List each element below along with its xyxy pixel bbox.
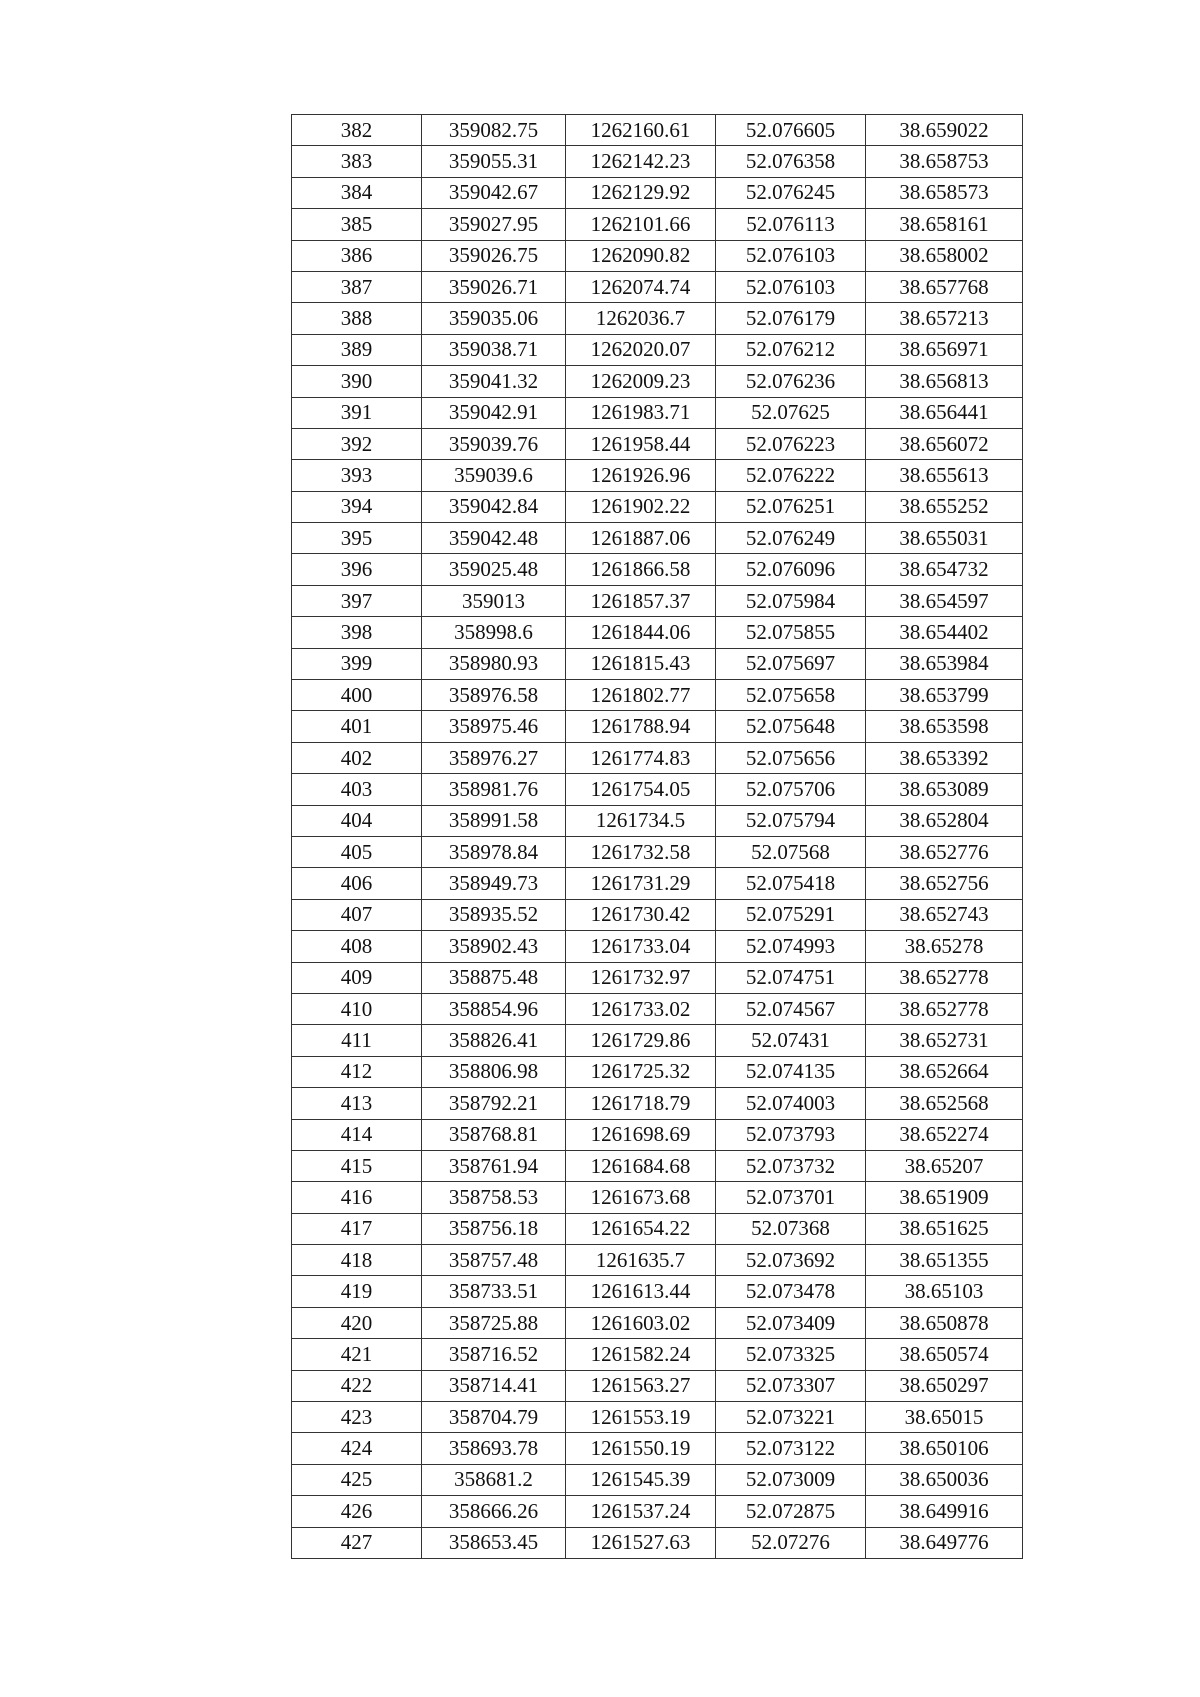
- y-coordinate-cell: 1261684.68: [566, 1150, 716, 1181]
- second-decimal-cell: 38.655252: [866, 491, 1023, 522]
- table-row: [292, 1402, 1023, 1433]
- x-coordinate-cell: 358976.27: [422, 742, 566, 773]
- point-number-cell: 412: [292, 1056, 422, 1087]
- x-coordinate-cell: 358681.2: [422, 1464, 566, 1495]
- point-number-cell: 384: [292, 177, 422, 208]
- point-number-cell: 415: [292, 1150, 422, 1181]
- x-coordinate-cell: 359082.75: [422, 115, 566, 146]
- second-decimal-cell: 38.650036: [866, 1464, 1023, 1495]
- y-coordinate-cell: 1261926.96: [566, 460, 716, 491]
- first-decimal-cell: 52.074993: [716, 931, 866, 962]
- x-coordinate-cell: 358998.6: [422, 617, 566, 648]
- first-decimal-cell: 52.074135: [716, 1056, 866, 1087]
- x-coordinate-cell: 358666.26: [422, 1496, 566, 1527]
- first-decimal-cell: 52.076096: [716, 554, 866, 585]
- x-coordinate-cell: 358875.48: [422, 962, 566, 993]
- first-decimal-cell: 52.075648: [716, 711, 866, 742]
- x-coordinate-cell: 359038.71: [422, 334, 566, 365]
- second-decimal-cell: 38.652778: [866, 993, 1023, 1024]
- point-number-cell: 383: [292, 146, 422, 177]
- second-decimal-cell: 38.657768: [866, 271, 1023, 302]
- point-number-cell: 407: [292, 899, 422, 930]
- table-row: [292, 1245, 1023, 1276]
- table-row: [292, 1370, 1023, 1401]
- table-row: [292, 1464, 1023, 1495]
- second-decimal-cell: 38.650878: [866, 1307, 1023, 1338]
- first-decimal-cell: 52.074567: [716, 993, 866, 1024]
- y-coordinate-cell: 1261550.19: [566, 1433, 716, 1464]
- second-decimal-cell: 38.649916: [866, 1496, 1023, 1527]
- point-number-cell: 387: [292, 271, 422, 302]
- first-decimal-cell: 52.075855: [716, 617, 866, 648]
- y-coordinate-cell: 1261582.24: [566, 1339, 716, 1370]
- x-coordinate-cell: 358980.93: [422, 648, 566, 679]
- table-row: [292, 836, 1023, 867]
- point-number-cell: 421: [292, 1339, 422, 1370]
- point-number-cell: 418: [292, 1245, 422, 1276]
- table-row: [292, 931, 1023, 962]
- y-coordinate-cell: 1262101.66: [566, 209, 716, 240]
- first-decimal-cell: 52.076113: [716, 209, 866, 240]
- y-coordinate-cell: 1261673.68: [566, 1182, 716, 1213]
- x-coordinate-cell: 358704.79: [422, 1402, 566, 1433]
- x-coordinate-cell: 358714.41: [422, 1370, 566, 1401]
- first-decimal-cell: 52.073793: [716, 1119, 866, 1150]
- first-decimal-cell: 52.076212: [716, 334, 866, 365]
- x-coordinate-cell: 358978.84: [422, 836, 566, 867]
- point-number-cell: 404: [292, 805, 422, 836]
- coordinates-table: [291, 114, 1023, 1559]
- y-coordinate-cell: 1261734.5: [566, 805, 716, 836]
- point-number-cell: 395: [292, 523, 422, 554]
- point-number-cell: 424: [292, 1433, 422, 1464]
- second-decimal-cell: 38.651909: [866, 1182, 1023, 1213]
- y-coordinate-cell: 1261902.22: [566, 491, 716, 522]
- x-coordinate-cell: 358935.52: [422, 899, 566, 930]
- table-row: [292, 1527, 1023, 1558]
- y-coordinate-cell: 1262009.23: [566, 366, 716, 397]
- y-coordinate-cell: 1261537.24: [566, 1496, 716, 1527]
- coordinates-table-body: [292, 115, 1023, 1559]
- table-row: [292, 491, 1023, 522]
- x-coordinate-cell: 358768.81: [422, 1119, 566, 1150]
- second-decimal-cell: 38.655613: [866, 460, 1023, 491]
- first-decimal-cell: 52.076245: [716, 177, 866, 208]
- table-row: [292, 742, 1023, 773]
- x-coordinate-cell: 358725.88: [422, 1307, 566, 1338]
- first-decimal-cell: 52.073307: [716, 1370, 866, 1401]
- table-row: [292, 805, 1023, 836]
- table-row: [292, 1213, 1023, 1244]
- point-number-cell: 406: [292, 868, 422, 899]
- table-row: [292, 899, 1023, 930]
- point-number-cell: 397: [292, 585, 422, 616]
- first-decimal-cell: 52.073701: [716, 1182, 866, 1213]
- table-row: [292, 1307, 1023, 1338]
- x-coordinate-cell: 359026.75: [422, 240, 566, 271]
- second-decimal-cell: 38.658753: [866, 146, 1023, 177]
- first-decimal-cell: 52.075656: [716, 742, 866, 773]
- table-row: [292, 115, 1023, 146]
- x-coordinate-cell: 359042.67: [422, 177, 566, 208]
- y-coordinate-cell: 1261527.63: [566, 1527, 716, 1558]
- x-coordinate-cell: 358976.58: [422, 680, 566, 711]
- second-decimal-cell: 38.653984: [866, 648, 1023, 679]
- y-coordinate-cell: 1261635.7: [566, 1245, 716, 1276]
- table-row: [292, 1339, 1023, 1370]
- table-row: [292, 240, 1023, 271]
- table-row: [292, 1433, 1023, 1464]
- first-decimal-cell: 52.07368: [716, 1213, 866, 1244]
- first-decimal-cell: 52.076236: [716, 366, 866, 397]
- table-row: [292, 1276, 1023, 1307]
- point-number-cell: 403: [292, 774, 422, 805]
- x-coordinate-cell: 359039.76: [422, 428, 566, 459]
- second-decimal-cell: 38.656813: [866, 366, 1023, 397]
- first-decimal-cell: 52.075794: [716, 805, 866, 836]
- table-row: [292, 1056, 1023, 1087]
- second-decimal-cell: 38.652274: [866, 1119, 1023, 1150]
- x-coordinate-cell: 359026.71: [422, 271, 566, 302]
- table-row: [292, 868, 1023, 899]
- point-number-cell: 417: [292, 1213, 422, 1244]
- second-decimal-cell: 38.652804: [866, 805, 1023, 836]
- y-coordinate-cell: 1261563.27: [566, 1370, 716, 1401]
- first-decimal-cell: 52.073325: [716, 1339, 866, 1370]
- second-decimal-cell: 38.649776: [866, 1527, 1023, 1558]
- table-row: [292, 366, 1023, 397]
- point-number-cell: 399: [292, 648, 422, 679]
- first-decimal-cell: 52.075291: [716, 899, 866, 930]
- first-decimal-cell: 52.073009: [716, 1464, 866, 1495]
- second-decimal-cell: 38.652756: [866, 868, 1023, 899]
- first-decimal-cell: 52.073221: [716, 1402, 866, 1433]
- y-coordinate-cell: 1261887.06: [566, 523, 716, 554]
- x-coordinate-cell: 359035.06: [422, 303, 566, 334]
- table-row: [292, 993, 1023, 1024]
- point-number-cell: 410: [292, 993, 422, 1024]
- first-decimal-cell: 52.073692: [716, 1245, 866, 1276]
- y-coordinate-cell: 1261729.86: [566, 1025, 716, 1056]
- second-decimal-cell: 38.65103: [866, 1276, 1023, 1307]
- x-coordinate-cell: 358716.52: [422, 1339, 566, 1370]
- first-decimal-cell: 52.072875: [716, 1496, 866, 1527]
- point-number-cell: 401: [292, 711, 422, 742]
- y-coordinate-cell: 1261733.02: [566, 993, 716, 1024]
- point-number-cell: 416: [292, 1182, 422, 1213]
- first-decimal-cell: 52.076222: [716, 460, 866, 491]
- x-coordinate-cell: 359039.6: [422, 460, 566, 491]
- point-number-cell: 411: [292, 1025, 422, 1056]
- first-decimal-cell: 52.073409: [716, 1307, 866, 1338]
- first-decimal-cell: 52.075658: [716, 680, 866, 711]
- y-coordinate-cell: 1261983.71: [566, 397, 716, 428]
- y-coordinate-cell: 1261732.97: [566, 962, 716, 993]
- table-row: [292, 711, 1023, 742]
- second-decimal-cell: 38.650106: [866, 1433, 1023, 1464]
- second-decimal-cell: 38.651625: [866, 1213, 1023, 1244]
- point-number-cell: 423: [292, 1402, 422, 1433]
- point-number-cell: 400: [292, 680, 422, 711]
- second-decimal-cell: 38.652731: [866, 1025, 1023, 1056]
- y-coordinate-cell: 1261774.83: [566, 742, 716, 773]
- table-row: [292, 428, 1023, 459]
- point-number-cell: 425: [292, 1464, 422, 1495]
- first-decimal-cell: 52.073732: [716, 1150, 866, 1181]
- second-decimal-cell: 38.654732: [866, 554, 1023, 585]
- y-coordinate-cell: 1262142.23: [566, 146, 716, 177]
- first-decimal-cell: 52.073478: [716, 1276, 866, 1307]
- y-coordinate-cell: 1261844.06: [566, 617, 716, 648]
- y-coordinate-cell: 1261718.79: [566, 1088, 716, 1119]
- table-row: [292, 334, 1023, 365]
- second-decimal-cell: 38.653392: [866, 742, 1023, 773]
- second-decimal-cell: 38.65278: [866, 931, 1023, 962]
- first-decimal-cell: 52.076179: [716, 303, 866, 334]
- first-decimal-cell: 52.076605: [716, 115, 866, 146]
- first-decimal-cell: 52.075418: [716, 868, 866, 899]
- y-coordinate-cell: 1261730.42: [566, 899, 716, 930]
- table-row: [292, 146, 1023, 177]
- point-number-cell: 413: [292, 1088, 422, 1119]
- x-coordinate-cell: 358792.21: [422, 1088, 566, 1119]
- x-coordinate-cell: 358902.43: [422, 931, 566, 962]
- x-coordinate-cell: 358975.46: [422, 711, 566, 742]
- second-decimal-cell: 38.658573: [866, 177, 1023, 208]
- y-coordinate-cell: 1262090.82: [566, 240, 716, 271]
- first-decimal-cell: 52.074003: [716, 1088, 866, 1119]
- second-decimal-cell: 38.656072: [866, 428, 1023, 459]
- table-row: [292, 1150, 1023, 1181]
- point-number-cell: 396: [292, 554, 422, 585]
- first-decimal-cell: 52.07431: [716, 1025, 866, 1056]
- table-row: [292, 1025, 1023, 1056]
- point-number-cell: 394: [292, 491, 422, 522]
- second-decimal-cell: 38.659022: [866, 115, 1023, 146]
- y-coordinate-cell: 1261732.58: [566, 836, 716, 867]
- first-decimal-cell: 52.07568: [716, 836, 866, 867]
- y-coordinate-cell: 1262074.74: [566, 271, 716, 302]
- y-coordinate-cell: 1262160.61: [566, 115, 716, 146]
- first-decimal-cell: 52.07276: [716, 1527, 866, 1558]
- x-coordinate-cell: 358653.45: [422, 1527, 566, 1558]
- table-row: [292, 209, 1023, 240]
- x-coordinate-cell: 359042.91: [422, 397, 566, 428]
- first-decimal-cell: 52.076358: [716, 146, 866, 177]
- point-number-cell: 427: [292, 1527, 422, 1558]
- second-decimal-cell: 38.655031: [866, 523, 1023, 554]
- first-decimal-cell: 52.076223: [716, 428, 866, 459]
- x-coordinate-cell: 358806.98: [422, 1056, 566, 1087]
- second-decimal-cell: 38.650297: [866, 1370, 1023, 1401]
- first-decimal-cell: 52.075697: [716, 648, 866, 679]
- y-coordinate-cell: 1261613.44: [566, 1276, 716, 1307]
- x-coordinate-cell: 359042.84: [422, 491, 566, 522]
- x-coordinate-cell: 358761.94: [422, 1150, 566, 1181]
- y-coordinate-cell: 1261698.69: [566, 1119, 716, 1150]
- y-coordinate-cell: 1261731.29: [566, 868, 716, 899]
- point-number-cell: 422: [292, 1370, 422, 1401]
- point-number-cell: 391: [292, 397, 422, 428]
- point-number-cell: 388: [292, 303, 422, 334]
- y-coordinate-cell: 1261754.05: [566, 774, 716, 805]
- y-coordinate-cell: 1261815.43: [566, 648, 716, 679]
- table-row: [292, 962, 1023, 993]
- table-row: [292, 585, 1023, 616]
- first-decimal-cell: 52.076249: [716, 523, 866, 554]
- x-coordinate-cell: 358826.41: [422, 1025, 566, 1056]
- y-coordinate-cell: 1262129.92: [566, 177, 716, 208]
- point-number-cell: 419: [292, 1276, 422, 1307]
- second-decimal-cell: 38.657213: [866, 303, 1023, 334]
- second-decimal-cell: 38.654597: [866, 585, 1023, 616]
- table-row: [292, 460, 1023, 491]
- point-number-cell: 414: [292, 1119, 422, 1150]
- x-coordinate-cell: 359013: [422, 585, 566, 616]
- first-decimal-cell: 52.076103: [716, 240, 866, 271]
- point-number-cell: 405: [292, 836, 422, 867]
- y-coordinate-cell: 1261802.77: [566, 680, 716, 711]
- y-coordinate-cell: 1261654.22: [566, 1213, 716, 1244]
- point-number-cell: 408: [292, 931, 422, 962]
- second-decimal-cell: 38.652778: [866, 962, 1023, 993]
- point-number-cell: 402: [292, 742, 422, 773]
- x-coordinate-cell: 359025.48: [422, 554, 566, 585]
- x-coordinate-cell: 358949.73: [422, 868, 566, 899]
- y-coordinate-cell: 1261603.02: [566, 1307, 716, 1338]
- y-coordinate-cell: 1261545.39: [566, 1464, 716, 1495]
- y-coordinate-cell: 1261725.32: [566, 1056, 716, 1087]
- second-decimal-cell: 38.652664: [866, 1056, 1023, 1087]
- table-row: [292, 648, 1023, 679]
- table-row: [292, 554, 1023, 585]
- table-row: [292, 177, 1023, 208]
- point-number-cell: 385: [292, 209, 422, 240]
- x-coordinate-cell: 358757.48: [422, 1245, 566, 1276]
- first-decimal-cell: 52.075984: [716, 585, 866, 616]
- second-decimal-cell: 38.653598: [866, 711, 1023, 742]
- first-decimal-cell: 52.075706: [716, 774, 866, 805]
- point-number-cell: 390: [292, 366, 422, 397]
- second-decimal-cell: 38.653089: [866, 774, 1023, 805]
- second-decimal-cell: 38.652743: [866, 899, 1023, 930]
- second-decimal-cell: 38.656971: [866, 334, 1023, 365]
- point-number-cell: 392: [292, 428, 422, 459]
- point-number-cell: 382: [292, 115, 422, 146]
- point-number-cell: 393: [292, 460, 422, 491]
- y-coordinate-cell: 1262020.07: [566, 334, 716, 365]
- table-row: [292, 1119, 1023, 1150]
- table-row: [292, 397, 1023, 428]
- first-decimal-cell: 52.073122: [716, 1433, 866, 1464]
- x-coordinate-cell: 359027.95: [422, 209, 566, 240]
- x-coordinate-cell: 358756.18: [422, 1213, 566, 1244]
- second-decimal-cell: 38.65015: [866, 1402, 1023, 1433]
- y-coordinate-cell: 1261733.04: [566, 931, 716, 962]
- y-coordinate-cell: 1261958.44: [566, 428, 716, 459]
- x-coordinate-cell: 359055.31: [422, 146, 566, 177]
- second-decimal-cell: 38.651355: [866, 1245, 1023, 1276]
- table-row: [292, 1088, 1023, 1119]
- y-coordinate-cell: 1261866.58: [566, 554, 716, 585]
- point-number-cell: 389: [292, 334, 422, 365]
- table-row: [292, 1182, 1023, 1213]
- x-coordinate-cell: 358854.96: [422, 993, 566, 1024]
- point-number-cell: 426: [292, 1496, 422, 1527]
- table-row: [292, 680, 1023, 711]
- x-coordinate-cell: 359041.32: [422, 366, 566, 397]
- second-decimal-cell: 38.652776: [866, 836, 1023, 867]
- x-coordinate-cell: 358733.51: [422, 1276, 566, 1307]
- x-coordinate-cell: 358981.76: [422, 774, 566, 805]
- y-coordinate-cell: 1261857.37: [566, 585, 716, 616]
- second-decimal-cell: 38.654402: [866, 617, 1023, 648]
- second-decimal-cell: 38.65207: [866, 1150, 1023, 1181]
- point-number-cell: 420: [292, 1307, 422, 1338]
- y-coordinate-cell: 1261788.94: [566, 711, 716, 742]
- point-number-cell: 386: [292, 240, 422, 271]
- x-coordinate-cell: 359042.48: [422, 523, 566, 554]
- x-coordinate-cell: 358991.58: [422, 805, 566, 836]
- second-decimal-cell: 38.653799: [866, 680, 1023, 711]
- second-decimal-cell: 38.656441: [866, 397, 1023, 428]
- x-coordinate-cell: 358693.78: [422, 1433, 566, 1464]
- first-decimal-cell: 52.074751: [716, 962, 866, 993]
- second-decimal-cell: 38.650574: [866, 1339, 1023, 1370]
- table-row: [292, 523, 1023, 554]
- table-row: [292, 617, 1023, 648]
- second-decimal-cell: 38.658161: [866, 209, 1023, 240]
- second-decimal-cell: 38.652568: [866, 1088, 1023, 1119]
- table-row: [292, 1496, 1023, 1527]
- table-row: [292, 774, 1023, 805]
- y-coordinate-cell: 1262036.7: [566, 303, 716, 334]
- first-decimal-cell: 52.076251: [716, 491, 866, 522]
- second-decimal-cell: 38.658002: [866, 240, 1023, 271]
- x-coordinate-cell: 358758.53: [422, 1182, 566, 1213]
- first-decimal-cell: 52.076103: [716, 271, 866, 302]
- point-number-cell: 398: [292, 617, 422, 648]
- point-number-cell: 409: [292, 962, 422, 993]
- table-row: [292, 303, 1023, 334]
- y-coordinate-cell: 1261553.19: [566, 1402, 716, 1433]
- table-row: [292, 271, 1023, 302]
- first-decimal-cell: 52.07625: [716, 397, 866, 428]
